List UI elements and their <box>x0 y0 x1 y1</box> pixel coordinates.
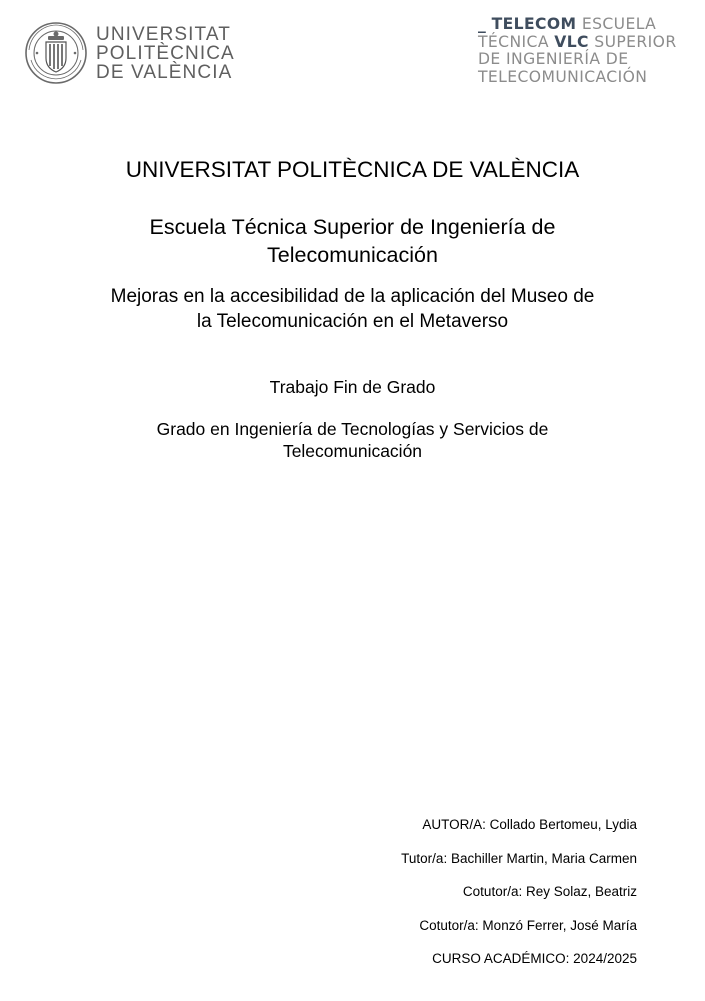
telecom-logo-text: SUPERIOR <box>594 32 677 51</box>
upv-wordmark-line: POLITÈCNICA <box>96 42 235 64</box>
author-line: AUTOR/A: Collado Bertomeu, Lydia <box>422 817 637 832</box>
cotutor-line: Cotutor/a: Rey Solaz, Beatriz <box>462 884 637 899</box>
school-title-line: Telecomunicación <box>267 243 438 267</box>
upv-wordmark <box>96 25 235 82</box>
university-title: UNIVERSITAT POLITÈCNICA DE VALÈNCIA <box>125 157 580 182</box>
upv-wordmark-line: DE VALÈNCIA <box>96 61 233 83</box>
tutor-line: Tutor/a: Bachiller Martin, Maria Carmen <box>401 850 637 866</box>
upv-logo <box>25 22 235 84</box>
degree-title-line: Grado en Ingeniería de Tecnologías y Servicios de <box>156 419 549 439</box>
degree-title-line: Telecomunicación <box>282 441 423 461</box>
project-title <box>0 284 705 334</box>
project-title-line: Mejoras en la accesibilidad de la aplicación del Museo de <box>110 286 595 307</box>
telecom-logo-line <box>478 16 677 34</box>
telecom-logo <box>478 16 677 86</box>
telecom-logo-brand: TELECOM <box>491 15 577 33</box>
cotutor-line: Cotutor/a: Monzó Ferrer, José María <box>419 917 637 933</box>
telecom-logo-brand-vlc: VLC <box>554 32 589 51</box>
work-type: Trabajo Fin de Grado <box>269 377 436 397</box>
upv-wordmark-line: UNIVERSITAT <box>96 23 231 45</box>
telecom-logo-text: TÉCNICA <box>478 32 549 51</box>
school-title <box>0 213 705 269</box>
telecom-logo-dash: _ <box>478 15 487 33</box>
academic-year-line: CURSO ACADÉMICO: 2024/2025 <box>432 951 637 966</box>
telecom-logo-line <box>478 34 677 52</box>
project-title-line: la Telecomunicación en el Metaverso <box>196 311 509 332</box>
degree-title <box>0 418 705 462</box>
credits-block <box>401 816 637 984</box>
university-seal-icon <box>25 22 87 84</box>
telecom-logo-line: TELECOMUNICACIÓN <box>478 67 648 86</box>
telecom-logo-line: DE INGENIERÍA DE <box>478 50 629 68</box>
school-title-line: Escuela Técnica Superior de Ingeniería de <box>149 215 556 239</box>
telecom-logo-text: ESCUELA <box>581 15 657 33</box>
